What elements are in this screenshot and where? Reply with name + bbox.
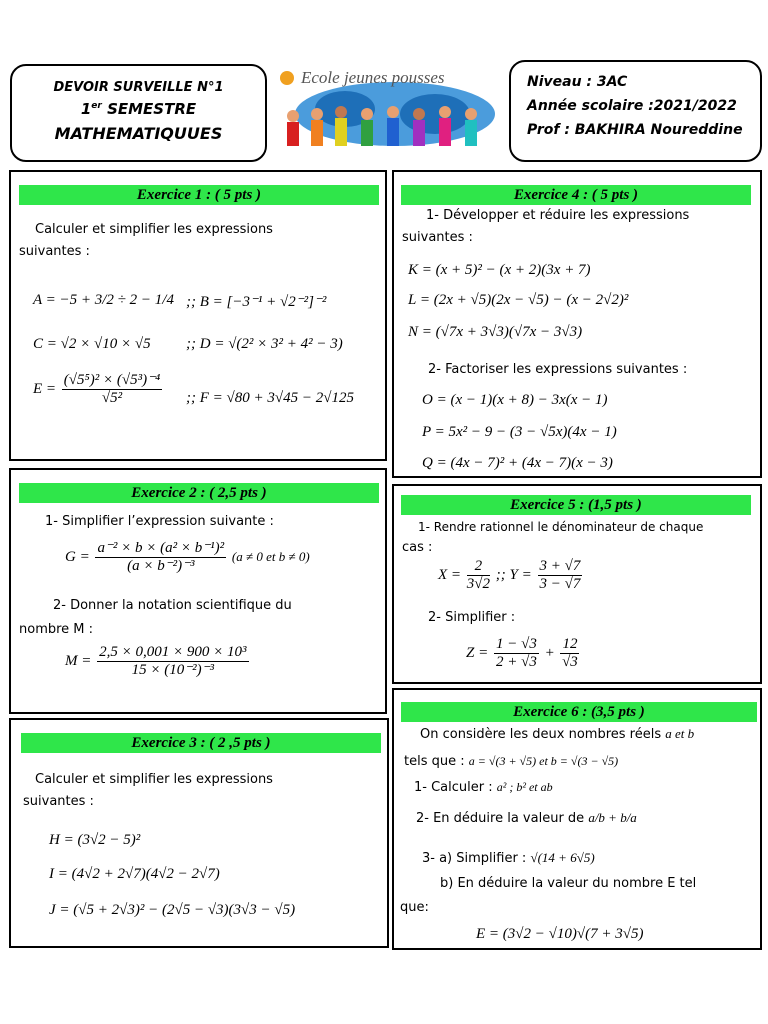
ex5-question-1a: 1- Rendre rationnel le dénominateur de chaque: [418, 520, 704, 534]
ex6-question-3c: que:: [400, 900, 429, 915]
subject-title: MATHEMATIQUUES: [54, 124, 223, 143]
expr-i: I = (4√2 + 2√7)(4√2 − 2√7): [49, 866, 220, 882]
expr-m-fraction: [97, 644, 248, 679]
expr-b: ;; B = [−3⁻¹ + √2⁻²]⁻²: [186, 294, 327, 310]
exercise-3-box: [9, 718, 389, 948]
semestre-label: SEMESTRE: [101, 100, 197, 118]
expr-e6: E = (3√2 − √10)√(7 + 3√5): [476, 926, 644, 942]
exercise-2-title: Exercice 2 : ( 2,5 pts ): [19, 483, 379, 503]
expr-e-numerator: (√5⁵)² × (√5³)⁻⁴: [63, 372, 161, 388]
ex6-q3a-math: √(14 + 6√5): [530, 850, 595, 865]
expr-k: K = (x + 5)² − (x + 2)(3x + 7): [408, 262, 591, 278]
expr-e-fraction: [62, 372, 162, 407]
ex6-question-3a: [422, 850, 595, 866]
ex6-intro-line2: [404, 754, 618, 769]
expr-a: A = −5 + 3/2 ÷ 2 − 1/4: [33, 292, 174, 308]
ex6-q2-text: 2- En déduire la valeur de: [416, 811, 585, 826]
expr-m: [65, 644, 251, 679]
logo-sun-icon: [280, 71, 294, 85]
ex6-intro2-math: a = √(3 + √5) et b = √(3 − √5): [468, 754, 619, 768]
expr-z: [466, 636, 581, 671]
exercise-6-box: [392, 688, 762, 950]
prof-label: Prof : BAKHIRA Noureddine: [527, 122, 743, 138]
expr-z-lhs: Z =: [466, 644, 489, 661]
expr-x-denominator: 3√2: [466, 576, 491, 592]
ex1-intro-line2: suivantes :: [19, 244, 90, 259]
exercise-5-title: Exercice 5 : (1,5 pts ): [401, 495, 751, 515]
expr-y-lhs: ;; Y =: [495, 566, 532, 583]
expr-q: Q = (4x − 7)² + (4x − 7)(x − 3): [422, 455, 613, 471]
ex6-intro2-text: tels que :: [404, 754, 465, 769]
ex2-question-2b: nombre M :: [19, 622, 94, 637]
expr-m-denominator: 15 × (10⁻²)⁻³: [131, 662, 215, 678]
expr-z-plus: +: [544, 644, 555, 661]
ex6-question-3b: b) En déduire la valeur du nombre E tel: [440, 876, 697, 891]
expr-x-fraction: [467, 558, 490, 593]
expr-z1-numerator: 1 − √3: [495, 636, 537, 652]
expr-h: H = (3√2 − 5)²: [49, 832, 141, 848]
expr-x-numerator: 2: [467, 558, 490, 576]
ex6-q1-text: 1- Calculer :: [414, 780, 493, 795]
niveau-label: Niveau : 3AC: [527, 74, 628, 90]
expr-g-condition: (a ≠ 0 et b ≠ 0): [231, 548, 310, 564]
ex5-question-1b: cas :: [402, 540, 433, 555]
expr-y-fraction: [538, 558, 583, 593]
ex2-question-1: 1- Simplifier l’expression suivante :: [45, 514, 274, 529]
ex6-q1-math: a² ; b² et ab: [496, 780, 553, 794]
expr-p: P = 5x² − 9 − (3 − √5x)(4x − 1): [422, 424, 617, 440]
semestre-sup: er: [91, 101, 102, 111]
exercise-3-title: Exercice 3 : ( 2 ,5 pts ): [21, 733, 381, 753]
school-logo: [275, 64, 505, 164]
ex6-question-1: [414, 780, 553, 795]
expr-d: ;; D = √(2² × 3² + 4² − 3): [186, 336, 343, 352]
expr-x: [438, 558, 584, 593]
semestre-number: 1: [80, 100, 92, 118]
exercise-1-title: Exercice 1 : ( 5 pts ): [19, 185, 379, 205]
ex6-question-2: [416, 810, 637, 826]
header-left-box: [10, 64, 267, 162]
ex4-question-1a: 1- Développer et réduire les expressions: [426, 208, 690, 223]
expr-n: N = (√7x + 3√3)(√7x − 3√3): [408, 324, 583, 340]
ex3-intro-line1: Calculer et simplifier les expressions: [35, 772, 273, 787]
expr-j: J = (√5 + 2√3)² − (2√5 − √3)(3√3 − √5): [49, 902, 296, 918]
ex2-question-2a: 2- Donner la notation scientifique du: [53, 598, 292, 613]
expr-g-denominator: (a × b⁻²)⁻³: [127, 558, 195, 574]
ex6-intro-line1: [420, 726, 694, 742]
expr-e: [33, 372, 164, 407]
ex6-q3a-text: 3- a) Simplifier :: [422, 851, 527, 866]
exercise-1-box: [9, 170, 387, 461]
semestre-title: [12, 100, 265, 118]
expr-g-lhs: G =: [65, 548, 90, 565]
expr-g: [65, 540, 310, 575]
ex3-intro-line2: suivantes :: [23, 794, 94, 809]
expr-z2-numerator: 12: [562, 636, 578, 652]
expr-y-numerator: 3 + √7: [539, 558, 581, 574]
exercise-5-box: [392, 484, 762, 684]
header-right-box: [509, 60, 762, 162]
expr-z-fraction-1: [494, 636, 539, 671]
expr-z-fraction-2: [560, 636, 579, 671]
expr-e-denominator: √5²: [101, 390, 123, 406]
expr-z2-denominator: √3: [562, 654, 578, 670]
exercise-4-box: [392, 170, 762, 478]
ex6-intro-text: On considère les deux nombres réels: [420, 727, 662, 742]
expr-z1-denominator: 2 + √3: [495, 654, 537, 670]
ex1-intro-line1: Calculer et simplifier les expressions: [35, 222, 273, 237]
ex4-question-2: 2- Factoriser les expressions suivantes :: [428, 362, 688, 377]
ex6-q2-math: a/b + b/a: [588, 810, 637, 825]
exercise-6-title: Exercice 6 : (3,5 pts ): [401, 702, 757, 722]
devoir-title: DEVOIR SURVEILLE N°1: [53, 80, 224, 95]
expr-y-denominator: 3 − √7: [539, 576, 581, 592]
expr-m-numerator: 2,5 × 0,001 × 900 × 10³: [99, 644, 247, 660]
expr-x-lhs: X =: [438, 566, 462, 583]
ex5-question-2: 2- Simplifier :: [428, 610, 516, 625]
expr-o: O = (x − 1)(x + 8) − 3x(x − 1): [422, 392, 608, 408]
expr-f: ;; F = √80 + 3√45 − 2√125: [186, 390, 354, 406]
expr-m-lhs: M =: [65, 652, 92, 669]
continent-shape-2: [400, 94, 470, 134]
annee-label: Année scolaire :2021/2022: [527, 98, 737, 114]
expr-l: L = (2x + √5)(2x − √5) − (x − 2√2)²: [408, 292, 629, 308]
expr-c: C = √2 × √10 × √5: [33, 336, 151, 352]
exercise-2-box: [9, 468, 387, 714]
expr-g-numerator: a⁻² × b × (a² × b⁻¹)²: [97, 540, 225, 556]
ex4-question-1b: suivantes :: [402, 230, 473, 245]
expr-g-fraction: [95, 540, 226, 575]
ex6-intro-math: a et b: [665, 726, 695, 741]
exercise-4-title: Exercice 4 : ( 5 pts ): [401, 185, 751, 205]
logo-text: Ecole jeunes pousses: [301, 68, 445, 87]
expr-e-lhs: E =: [33, 380, 57, 397]
